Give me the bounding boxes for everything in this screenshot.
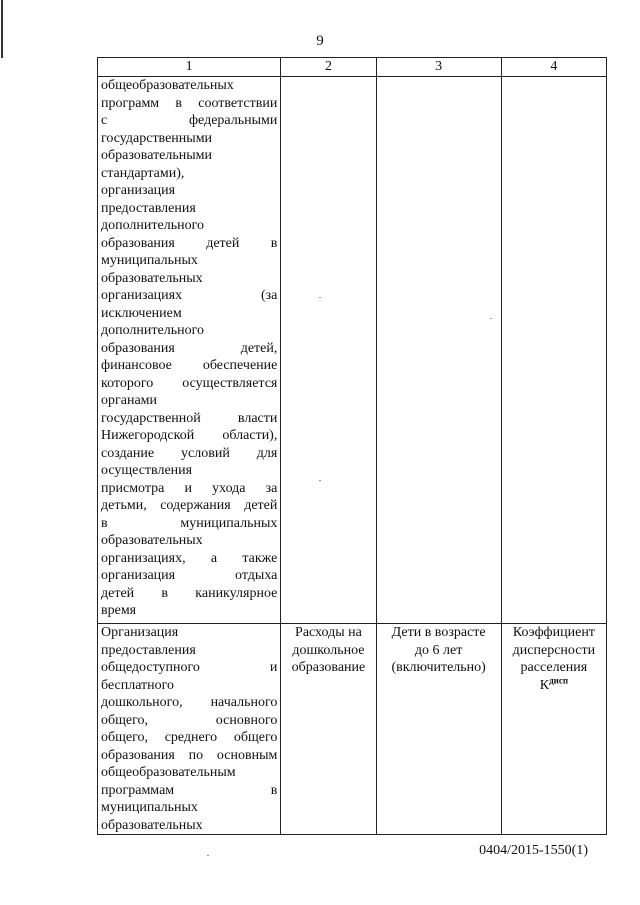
text-line: организация [101, 183, 176, 198]
coefficient-symbol [505, 674, 603, 695]
text-line: общеобразовательным [101, 765, 236, 780]
text-line: дополнительного [101, 218, 204, 233]
text-line: программам в [101, 782, 278, 798]
row2-expense-line: дошкольное [292, 642, 365, 658]
text-line: стандартами), [101, 165, 185, 181]
coefficient-superscript: дисп [549, 674, 569, 685]
text-line: государственными [101, 130, 213, 146]
text-line: организациях, а также [101, 550, 278, 566]
text-line: программ в соответствии [101, 95, 278, 111]
text-line: предоставления [101, 642, 196, 658]
row1-col4-cell [501, 77, 606, 624]
text-line: в муниципальных [101, 515, 278, 531]
row2-coefficient-line: дисперсности [512, 642, 596, 658]
scan-speck [490, 318, 492, 319]
scan-speck [319, 297, 321, 298]
text-line: общего, среднего общего [101, 730, 278, 745]
expenses-table [97, 57, 607, 835]
text-line: бесплатного [101, 677, 175, 693]
row2-indicator-line: (включительно) [391, 660, 486, 675]
text-line: организация отдыха [101, 568, 278, 583]
text-line: общеобразовательных [101, 78, 234, 93]
row2-indicator-line: до 6 лет [414, 642, 463, 658]
row2-description-cell [98, 624, 281, 835]
row1-description-cell [98, 77, 281, 624]
text-line: органами [101, 393, 158, 408]
text-line: муниципальных [101, 800, 198, 815]
text-line: создание условий для [101, 445, 278, 461]
row2-description-text [101, 624, 277, 834]
row2-indicator-cell [376, 624, 501, 835]
header-col-1: 1 [98, 58, 281, 77]
text-line: исключением [101, 305, 182, 321]
row1-col2-cell [281, 77, 376, 624]
text-line: предоставления [101, 200, 196, 216]
header-col-4: 4 [501, 58, 606, 77]
text-line: общего, основного [101, 712, 278, 728]
text-line: образования детей в [101, 235, 278, 251]
row2-expense-cell [281, 624, 376, 835]
text-line: организациях (за [101, 288, 278, 303]
table-header-row [98, 58, 607, 77]
text-line: осуществления [101, 463, 193, 478]
text-line: детьми, содержания детей [101, 498, 278, 513]
text-line: Организация [101, 625, 179, 640]
text-line: детей в каникулярное [101, 585, 278, 601]
text-line: с федеральными [101, 113, 278, 128]
row1-description-text [101, 77, 277, 620]
row2-coefficient-line: Коэффициент [512, 625, 595, 640]
row2-expense-line: образование [291, 660, 366, 675]
header-col-3: 3 [376, 58, 501, 77]
text-line: общедоступного и [101, 660, 278, 675]
text-line: дополнительного [101, 323, 204, 338]
text-line: Нижегородской области), [101, 428, 278, 443]
text-line: присмотра и ухода за [101, 480, 278, 496]
table-row [98, 624, 607, 835]
page-number: 9 [316, 33, 324, 49]
header-col-2: 2 [281, 58, 376, 77]
text-line: время [101, 603, 137, 618]
text-line: образовательных [101, 533, 203, 548]
text-line: дошкольного, начального [101, 695, 278, 710]
text-line: образовательных [101, 817, 203, 833]
row2-coefficient-line: расселения [520, 660, 588, 675]
text-line: которого осуществляется [101, 375, 278, 391]
table-row [98, 77, 607, 624]
text-line: образования детей, [101, 340, 278, 356]
text-line: образования по основным [101, 747, 278, 763]
text-line: муниципальных [101, 253, 198, 268]
text-line: образовательных [101, 270, 203, 286]
row1-col3-cell [376, 77, 501, 624]
text-line: образовательными [101, 148, 213, 163]
scan-speck [319, 480, 321, 481]
text-line: государственной власти [101, 410, 278, 426]
text-line: финансовое обеспечение [101, 358, 278, 373]
document-code: 0404/2015-1550(1) [479, 843, 588, 858]
coefficient-letter: К [539, 677, 550, 693]
row2-coefficient-cell [501, 624, 606, 835]
row2-indicator-line: Дети в возрасте [391, 625, 486, 640]
row2-expense-line: Расходы на [295, 625, 362, 640]
scan-speck [207, 855, 209, 856]
